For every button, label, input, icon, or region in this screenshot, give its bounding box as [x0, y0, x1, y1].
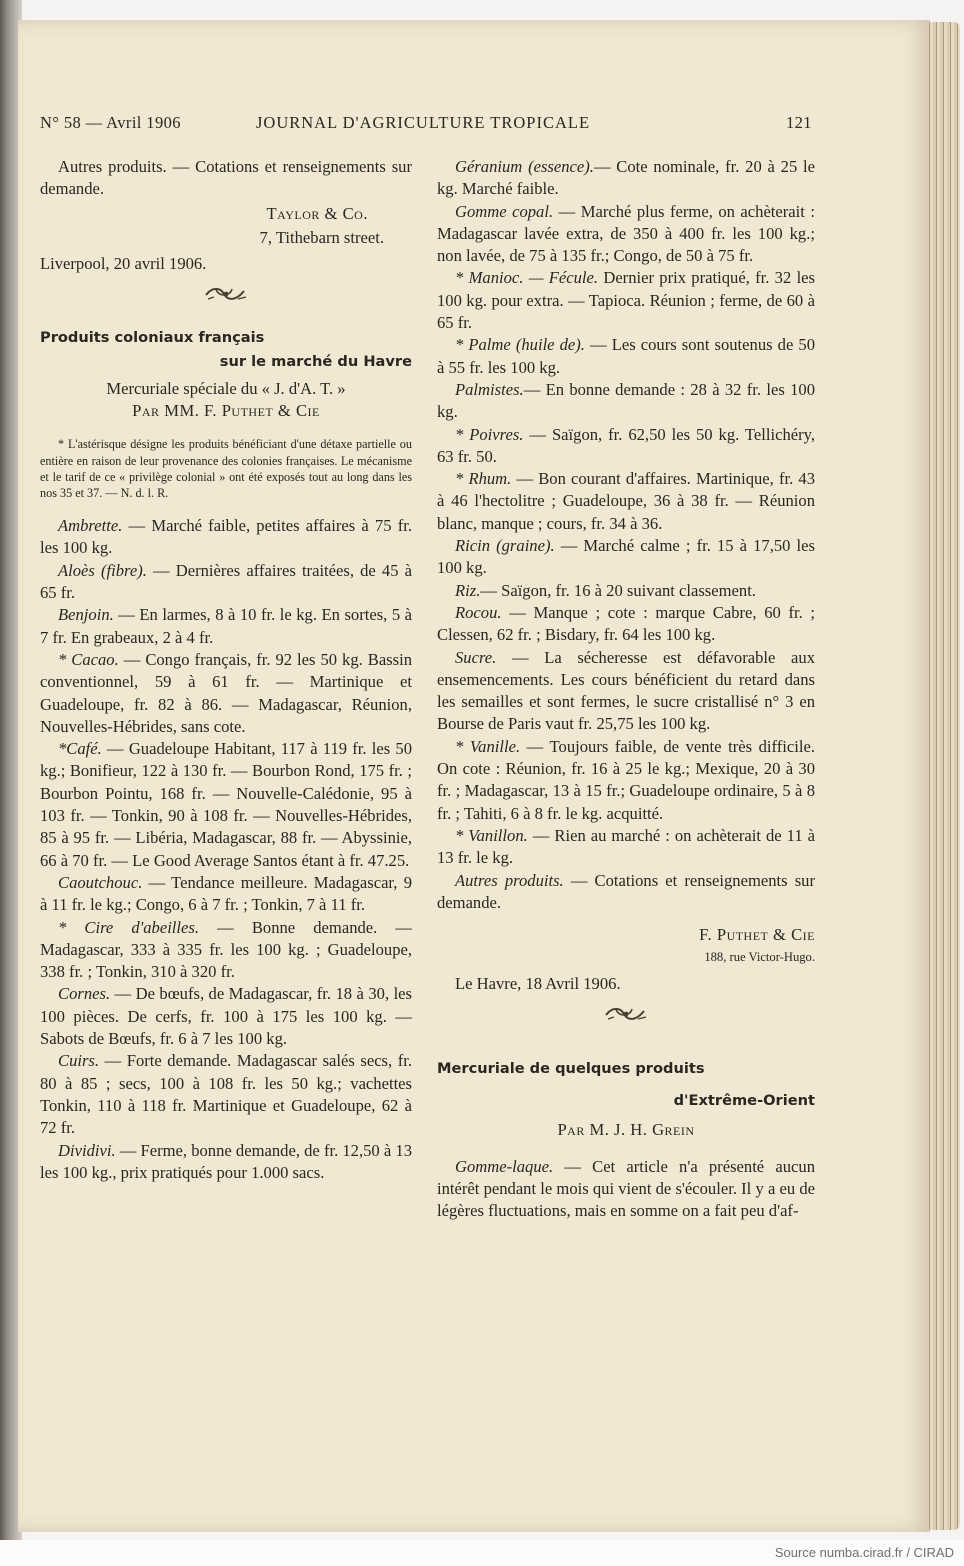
product-name: Cuirs.: [58, 1051, 100, 1071]
product-quote: — Ferme, bonne demande, de fr. 12,50 à 13 les 100 kg., prix pratiqués pour 1.000 sacs.: [40, 1140, 412, 1182]
product-name: Aloès (fibre).: [58, 560, 147, 580]
price-entry: [437, 379, 815, 424]
section2-title-line1: Mercuriale de quelques produits: [437, 1060, 705, 1078]
product-name: * Vanille.: [455, 736, 521, 756]
price-entry: [437, 580, 815, 602]
product-name: * Palme (huile de).: [455, 335, 585, 355]
product-name: Riz.: [455, 580, 481, 600]
byline: Par MM. F. Puthet & Cie: [132, 401, 320, 421]
puthet-address: 188, rue Victor-Hugo.: [704, 950, 815, 965]
product-quote: — Dernières affaires traitées, de 45 à 65 fr.: [40, 560, 412, 603]
product-name: * Vanillon.: [455, 825, 528, 845]
product-quote: — Marché faible, petites affaires à 75 fr. les 100 kg.: [40, 516, 412, 558]
mercuriale-subtitle: Mercuriale spéciale du « J. d'A. T. »: [106, 378, 346, 398]
price-entry: [437, 156, 815, 201]
product-name: * Cire d'abeilles.: [58, 917, 200, 937]
price-entry: [437, 201, 815, 268]
product-name: Autres produits.: [455, 870, 564, 890]
product-name: Benjoin.: [58, 605, 114, 625]
price-entry: [437, 535, 815, 580]
product-quote: — Cotations et renseignements sur demande.: [437, 870, 816, 912]
price-entry: [437, 468, 815, 535]
left-column: [40, 156, 412, 1184]
price-entry: [437, 602, 815, 647]
section2-title-line2: d'Extrême-Orient: [673, 1092, 815, 1110]
product-name: * Rhum.: [455, 469, 512, 489]
product-name: Caoutchouc.: [58, 872, 143, 892]
page-edges: [926, 22, 960, 1530]
product-quote: — Rien au marché : on achèterait de 11 à 13 fr. le kg.: [437, 825, 815, 868]
product-quote: — Cote nominale, fr. 20 à 25 le kg. Marché faible.: [437, 157, 815, 199]
product-name: * Poivres.: [455, 424, 524, 444]
right-column: [437, 156, 815, 1222]
price-entry: [40, 917, 412, 984]
product-name: *Café.: [58, 739, 102, 759]
puthet-signature: F. Puthet & Cie: [699, 925, 815, 945]
gomme-laque-entry: [437, 1156, 815, 1223]
taylor-address: 7, Tithebarn street.: [259, 227, 384, 247]
product-name: Sucre.: [455, 647, 497, 667]
price-entry: [437, 736, 815, 825]
product-quote: Dernier prix pratiqué, fr. 32 les 100 kg. pour extra. — Tapioca. Réunion ; ferme, de 60 à 65 fr.: [437, 268, 815, 333]
product-quote: — En larmes, 8 à 10 fr. le kg. En sortes, 5 à 7 fr. En grabeaux, 2 à 4 fr.: [40, 605, 412, 647]
price-entry: [437, 647, 815, 736]
left-entries: [40, 515, 412, 1184]
price-entry: [40, 1050, 412, 1139]
price-entry: [40, 649, 412, 738]
ornament-flourish-icon: [202, 283, 250, 305]
byline2: Par M. J. H. Grein: [557, 1120, 695, 1140]
product-quote: — Guadeloupe Habitant, 117 à 119 fr. les 50 kg.; Bonifieur, 122 à 130 fr. — Bourbon Rond, 175 fr. ; Bourbon Pointu, 168 fr. — Nouvelle-Calédonie, 95 à 103 fr. — Tonkin, 90 à 108 fr. — Nouvelles-Hébrides, 85 à 95 fr. — Libéria, Madagascar, 88 fr. — Abyssinie, 66 à 70 fr. — Le Good Average Santos étant à fr. 47.25.: [40, 739, 412, 870]
product-quote: — Les cours sont soutenus de 50 à 55 fr. les 100 kg.: [437, 335, 815, 377]
taylor-signature: Taylor & Co.: [266, 203, 368, 223]
gomme-laque-name: Gomme-laque.: [455, 1156, 554, 1176]
source-credit: Source numba.cirad.fr / CIRAD: [774, 1545, 954, 1560]
product-name: Dividivi.: [58, 1140, 116, 1160]
price-entry: [437, 424, 815, 469]
product-quote: — De bœufs, de Madagascar, fr. 18 à 30, les 100 pièces. De cerfs, fr. 100 à 175 les 100 kg. — Sabots de Bœufs, fr. 6 à 7 les 100 kg.: [40, 984, 412, 1049]
price-entry: [40, 738, 412, 872]
product-name: Ambrette.: [58, 516, 123, 536]
product-name: Ricin (graine).: [455, 536, 555, 556]
ornament-flourish-icon: [602, 1003, 650, 1025]
price-entry: [40, 604, 412, 649]
product-quote: — Bon courant d'affaires. Martinique, fr. 43 à 46 l'hectolitre ; Guadeloupe, 36 à 38 fr. — Réunion blanc, manque ; cours, fr. 34 à 36.: [437, 469, 815, 533]
right-entries: [437, 156, 815, 914]
price-entry: [40, 515, 412, 560]
price-entry: [40, 560, 412, 605]
product-quote: — Marché calme ; fr. 15 à 17,50 les 100 kg.: [437, 536, 815, 578]
product-quote: — En bonne demande : 28 à 32 fr. les 100 kg.: [437, 379, 815, 422]
price-entry: [437, 334, 815, 379]
price-entry: [40, 983, 412, 1050]
product-quote: — Tendance meilleure. Madagascar, 9 à 11 fr. le kg.; Congo, 6 à 7 fr. ; Tonkin, 7 à 11 fr.: [40, 872, 412, 915]
havre-dateline: Le Havre, 18 Avril 1906.: [455, 973, 621, 993]
liverpool-dateline: Liverpool, 20 avril 1906.: [40, 254, 207, 274]
product-name: Géranium (essence).: [455, 157, 594, 176]
gomme-laque-text: — Cet article n'a présenté aucun intérêt pendant le mois qui vient de s'écouler. Il y a eu de légères fluctuations, mais en somme on a fait peu d'af-: [437, 1156, 815, 1221]
product-quote: — Marché plus ferme, on achèterait : Madagascar lavée extra, de 350 à 400 fr. les 100 kg.; non lavée, de 75 à 135 fr.; Congo, de 50 à 75 fr.: [437, 201, 815, 266]
product-quote: — Saïgon, fr. 62,50 les 50 kg. Tellichéry, 63 fr. 50.: [437, 424, 815, 466]
ornament-1: [40, 283, 412, 311]
product-name: Rocou.: [455, 602, 502, 622]
price-entry: [40, 1140, 412, 1185]
product-name: Gomme copal.: [455, 201, 554, 221]
product-name: Palmistes.: [455, 379, 524, 399]
footnote: * L'astérisque désigne les produits bénéficiant d'une détaxe partielle ou entière en raison de leur provenance des colonies françaises. Le mécanisme et le tarif de ce « privilège colonial » ont été exposés tout au long dans les nos 35 et 37. — N. d. l. R.: [40, 437, 412, 500]
product-quote: — Forte demande. Madagascar salés secs, fr. 80 à 85 ; secs, 100 à 108 fr. les 50 kg.; vachettes Tonkin, 110 à 118 fr. Martinique et Guadeloupe, 62 à 72 fr.: [40, 1051, 412, 1138]
product-name: * Manioc. — Fécule.: [455, 268, 599, 288]
section-title-line1: Produits coloniaux français: [40, 328, 265, 346]
ornament-2: [437, 1003, 815, 1031]
price-entry: [437, 267, 815, 334]
product-quote: — La sécheresse est défavorable aux ensemencements. Les cours bénéficient du retard dans les semailles et sont fermes, le sucre cristallisé n° 3 en Bourse de Paris vaut fr. 25,75 les 100 kg.: [437, 647, 815, 734]
price-entry: [437, 825, 815, 870]
section-title-line2: sur le marché du Havre: [219, 352, 412, 370]
issue-number: N° 58 — Avril 1906: [40, 113, 181, 132]
page-number: 121: [786, 113, 812, 132]
price-entry: [40, 872, 412, 917]
product-quote: — Congo français, fr. 92 les 50 kg. Bassin conventionnel, 59 à 61 fr. — Martinique et Guadeloupe, fr. 82 à 86. — Madagascar, Réunion, Nouvelles-Hébrides, sans cote.: [40, 649, 413, 736]
autres-produits-taylor: Autres produits. — Cotations et renseignements sur demande.: [40, 157, 412, 199]
product-name: * Cacao.: [58, 649, 119, 669]
price-entry: [437, 870, 815, 915]
product-quote: — Manque ; cote : marque Cabre, 60 fr. ; Clessen, 62 fr. ; Bisdary, fr. 64 les 100 kg.: [437, 602, 815, 645]
product-quote: — Saïgon, fr. 16 à 20 suivant classement.: [480, 580, 756, 600]
product-quote: — Bonne demande. — Madagascar, 333 à 335 fr. les 100 kg. ; Guadeloupe, 338 fr. ; Tonkin, 310 à 320 fr.: [40, 917, 412, 982]
product-quote: — Toujours faible, de vente très difficile. On cote : Réunion, fr. 16 à 25 le kg.; Mexique, 20 à 30 fr. ; Madagascar, 13 à 15 fr.; Guadeloupe ordinaire, 5 à 8 fr. ; Tahiti, 6 à 8 fr. le kg. acquitté.: [437, 736, 815, 823]
journal-title: JOURNAL D'AGRICULTURE TROPICALE: [256, 113, 591, 132]
product-name: Cornes.: [58, 984, 111, 1004]
